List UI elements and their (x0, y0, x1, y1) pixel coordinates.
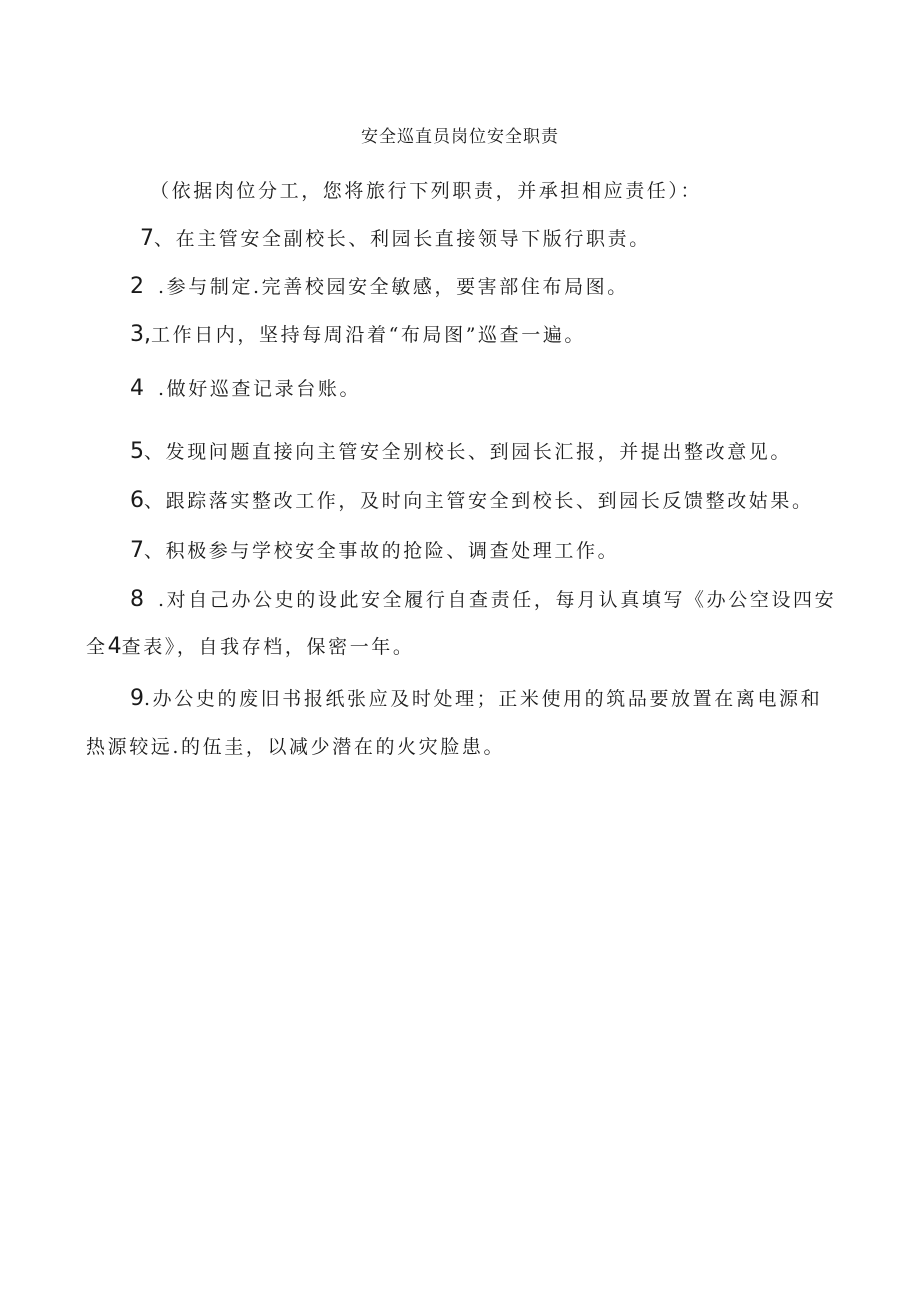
item-text: 、跟踪落实整改工作，及时向主管安全到校长、到园长反馈整改姑果。 (144, 490, 814, 512)
list-item-1 (140, 226, 900, 252)
item-text: .办公史的废旧书报纸张应及时处理；正米使用的筑品要放置在离电源和 (144, 688, 823, 710)
list-item-3 (130, 322, 900, 348)
item-text: 、在主管安全副校长、利园长直接领导下版行职责。 (154, 228, 651, 250)
item-number: 2 (130, 274, 144, 299)
item-text: .做好巡查记录台账。 (158, 378, 362, 400)
item-text: 、积极参与学校安全事故的抢险、调查处理工作。 (144, 540, 620, 562)
item-text: 查表》，自我存档，保密一年。 (121, 636, 415, 658)
document-title: 安全巡直员岗位安全职责 (361, 127, 559, 147)
list-item-4 (130, 376, 900, 402)
item-number: 4 (130, 376, 144, 401)
item-number: 3, (130, 322, 151, 347)
item-text: .对自己办公史的设此安全履行自查责任，每月认真填写《办公空设四安 (158, 589, 837, 611)
list-item-9-continuation (86, 734, 906, 760)
item-inline-number: 4 (107, 634, 122, 659)
item-text: 工作日内，坚持每周沿着“布局图”巡查一遍。 (151, 324, 587, 346)
item-text-prefix: 全 (86, 636, 108, 658)
item-text: 热源较远.的伍圭，以减少潜在的火灾脸患。 (86, 736, 506, 758)
intro-text: （依据肉位分工，您将旅行下列职责，并承担相应责任）： (150, 180, 703, 202)
item-number: 7 (140, 226, 154, 251)
item-number: 8 (130, 587, 144, 612)
list-item-5 (130, 439, 910, 465)
list-item-9 (130, 686, 920, 712)
item-number: 7 (130, 538, 144, 563)
list-item-7 (130, 538, 910, 564)
item-number: 5 (130, 439, 144, 464)
item-number: 9 (130, 686, 144, 711)
list-item-8 (130, 587, 920, 613)
item-number: 6 (130, 488, 144, 513)
item-text: .参与制定.完善校园安全敏感，要害部住布局图。 (158, 276, 629, 298)
list-item-8-continuation (86, 634, 906, 660)
item-text: 、发现问题直接向主管安全别校长、到园长汇报，并提出整改意见。 (144, 441, 793, 463)
list-item-2 (130, 274, 900, 300)
list-item-6 (130, 488, 910, 514)
